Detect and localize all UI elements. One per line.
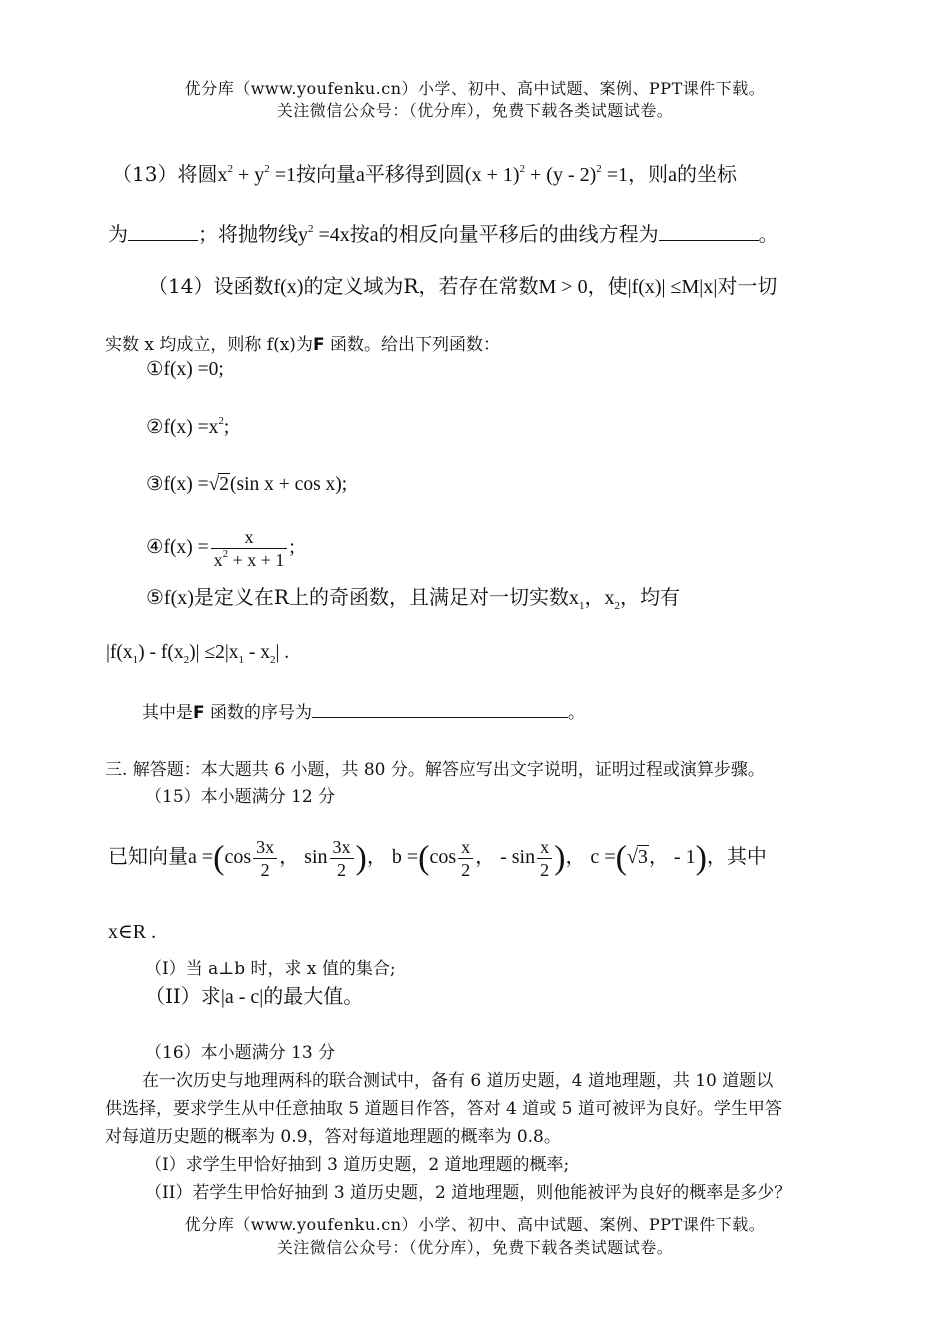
q14-item-2: ②f(x) $=x^2$;	[146, 415, 230, 438]
section-3-heading: 三. 解答题：本大题共 6 小题，共 80 分。解答应写出文字说明，证明过程或演算步骤。	[105, 760, 765, 780]
q14-line-2: 实数 x 均成立，则称 f(x)为F 函数。给出下列函数：	[105, 335, 500, 355]
header-line-2: 关注微信公众号：（优分库），免费下载各类试题试卷。	[276, 101, 674, 120]
q15-vectors: 已知向量a =(cos $\frac{3x}{2}$ ， sin $\frac{3x}{2}$ )， b =(cos $\frac{x}{2}$ ， - sin $\frac{x}{2}$ )， c =(√3， - 1)，其中	[108, 837, 767, 880]
q14-line-1: （14）设函数f(x)的定义域为R，若存在常数M > 0，使|f(x)| ≤M|x|对一切	[148, 274, 778, 298]
q13-line-1: （13）将圆$x^2 + y^2 =1$按向量a平移得到圆$(x + 1)^2 + (y - 2)^2 =1$，则a的坐标	[112, 162, 737, 186]
q14-item-3: ③f(x) =√2(sin x + cos x);	[146, 474, 348, 495]
q14-item-1: ①f(x) =0;	[146, 359, 224, 380]
q15-domain: x∈R .	[108, 921, 157, 943]
footer-line-2: 关注微信公众号：（优分库），免费下载各类试题试卷。	[276, 1238, 674, 1257]
q16-title: （16）本小题满分 13 分	[145, 1043, 336, 1063]
footer-line-1: 优分库（www.youfenku.cn）小学、初中、高中试题、案例、PPT课件下载。	[184, 1215, 766, 1234]
q15-part-2: （II）求|a - c|的最大值。	[145, 984, 364, 1008]
q16-paragraph-line-2: 供选择，要求学生从中任意抽取 5 道题目作答，答对 4 道或 5 道可被评为良好。学生甲答	[105, 1099, 782, 1119]
header-line-1: 优分库（www.youfenku.cn）小学、初中、高中试题、案例、PPT课件下载。	[184, 79, 766, 98]
q14-item-5-formula: $|f(x_1) - f(x_2)| \le 2|x_1 - x_2|$ .	[106, 642, 290, 666]
q14-item-4: ④f(x) = $\frac{x}{x^2 + x + 1}$ ;	[146, 527, 295, 570]
q14-item-5: ⑤f(x)是定义在R上的奇函数，且满足对一切实数$x_1$，$x_2$，均有	[146, 585, 680, 612]
q14-answer: 其中是F 函数的序号为 。	[142, 698, 585, 723]
q16-paragraph-line-1: 在一次历史与地理两科的联合测试中，备有 6 道历史题，4 道地理题，共 10 道题以	[142, 1071, 774, 1091]
answer-blank[interactable]	[312, 699, 568, 718]
q16-part-2: （II）若学生甲恰好抽到 3 道历史题，2 道地理题，则他能被评为良好的概率是多少？	[145, 1183, 792, 1203]
answer-blank[interactable]	[128, 222, 198, 241]
q16-paragraph-line-3: 对每道历史题的概率为 0.9，答对每道地理题的概率为 0.8。	[105, 1127, 561, 1147]
q13-line-2: 为 ；将抛物线$y^2 =4x$按a的相反向量平移后的曲线方程为 。	[108, 222, 779, 246]
q15-title: （15）本小题满分 12 分	[145, 787, 336, 807]
answer-blank[interactable]	[659, 222, 759, 241]
q15-part-1: （I）当 a⊥b 时，求 x 值的集合;	[145, 959, 396, 979]
q16-part-1: （I）求学生甲恰好抽到 3 道历史题，2 道地理题的概率;	[145, 1155, 570, 1175]
